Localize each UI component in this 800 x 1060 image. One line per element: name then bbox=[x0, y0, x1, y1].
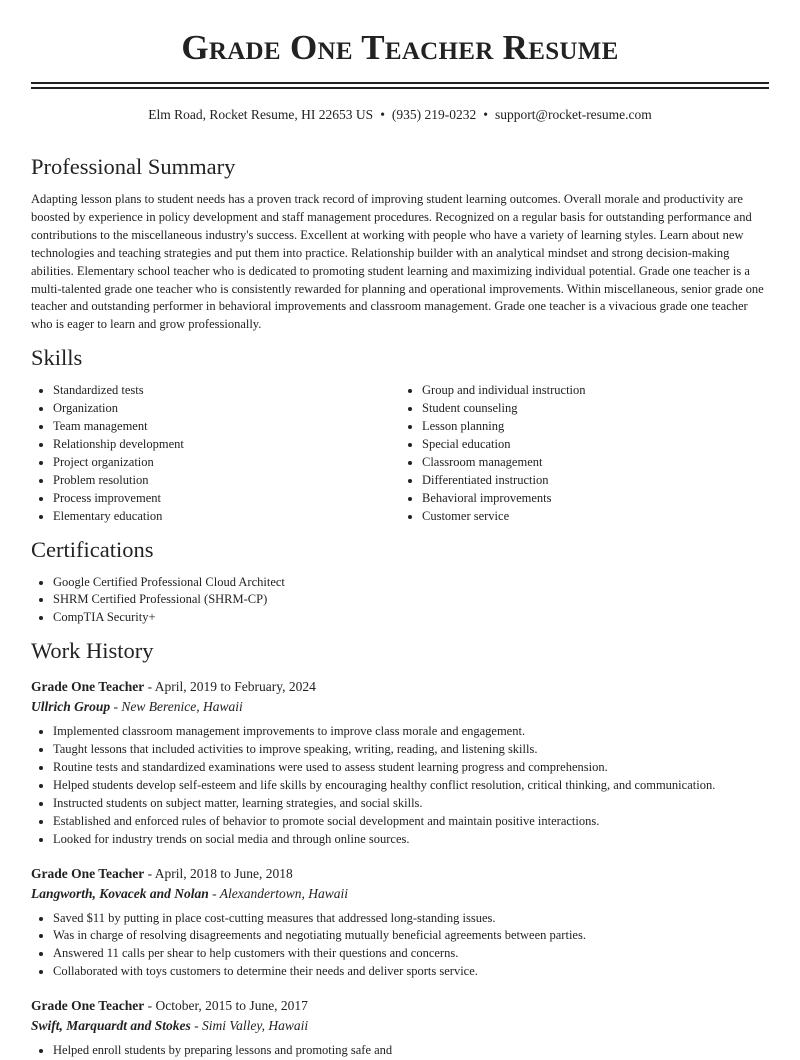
job-dates: - April, 2018 to June, 2018 bbox=[144, 865, 293, 881]
job-bullet: • Answered 11 calls per shear to help customers with their questions and concerns. bbox=[53, 945, 769, 963]
job-dates: - April, 2019 to February, 2024 bbox=[144, 679, 316, 695]
certification-item: • SHRM Certified Professional (SHRM-CP) bbox=[53, 591, 769, 609]
skill-item: • Standardized tests bbox=[53, 382, 400, 400]
job-bullet: • Routine tests and standardized examinations were used to assess student learning progress and comprehension. bbox=[53, 759, 769, 777]
skill-item: • Lesson planning bbox=[422, 418, 769, 436]
skill-item: • Differentiated instruction bbox=[422, 472, 769, 490]
job-bullet: • Established and enforced rules of behavior to promote social development and maintain positive interactions. bbox=[53, 813, 769, 831]
job-company-line bbox=[31, 884, 769, 904]
contact-line bbox=[31, 106, 769, 124]
job-bullet: • Collaborated with toys customers to determine their needs and deliver sports service. bbox=[53, 963, 769, 981]
skill-item: • Group and individual instruction bbox=[422, 382, 769, 400]
work-history-heading: Work History bbox=[31, 638, 154, 664]
skill-item: • Organization bbox=[53, 400, 400, 418]
header-rule-bottom bbox=[31, 87, 769, 89]
contact-address: Elm Road, Rocket Resume, HI 22653 US bbox=[148, 107, 374, 122]
certification-item: • CompTIA Security+ bbox=[53, 609, 769, 627]
job-bullet: • Was in charge of resolving disagreements and negotiating mutually beneficial agreements between parties. bbox=[53, 927, 769, 945]
job-location: - Alexandertown, Hawaii bbox=[208, 885, 349, 901]
skills-heading: Skills bbox=[31, 345, 83, 371]
job-bullet: • Looked for industry trends on social media and through online sources. bbox=[53, 831, 769, 849]
job-bullets bbox=[31, 910, 769, 982]
skill-item: • Elementary education bbox=[53, 508, 400, 526]
job-bullet: • Helped enroll students by preparing lessons and promoting safe and bbox=[53, 1042, 769, 1060]
job-company-line bbox=[31, 697, 769, 717]
skills-columns bbox=[31, 382, 769, 525]
skill-item: • Student counseling bbox=[422, 400, 769, 418]
job-entry bbox=[31, 864, 769, 982]
summary-heading: Professional Summary bbox=[31, 154, 236, 179]
skill-item: • Relationship development bbox=[53, 436, 400, 454]
job-title-line bbox=[31, 677, 769, 697]
contact-separator: • bbox=[483, 107, 489, 122]
job-location: - New Berenice, Hawaii bbox=[110, 699, 243, 715]
skill-item: • Classroom management bbox=[422, 454, 769, 472]
contact-separator: • bbox=[380, 107, 385, 122]
job-company-line bbox=[31, 1016, 769, 1036]
job-bullet: • Instructed students on subject matter, learning strategies, and social skills. bbox=[53, 795, 769, 813]
certification-item: • Google Certified Professional Cloud Architect bbox=[53, 574, 769, 592]
summary-text: Adapting lesson plans to student needs has a proven track record of improving student learning outcomes. Overall morale and productivity are boosted by experience in policy development and staff management procedures. Recognized on a regular basis for outstanding performance and contributions to the miscellaneous industry's success. Excellent at working with people who have a variety of learning styles. Learn about new technologies and teaching strategies and put them into practice. Relationship builder with an analytical mindset and strong decision-making abilities. Elementary school teacher who is dedicated to promoting student learning and maximizing individual potential. Grade one teacher is a multi-talented grade one teacher who is consistently rewarded for planning and operational improvements. Within miscellaneous, senior grade one teacher and outstanding performer in behavioral improvements and classroom management. Grade one teacher is a vivacious grade one teacher who is eager to learn and grow professionally. bbox=[31, 192, 764, 332]
skill-item: • Customer service bbox=[422, 508, 769, 526]
job-title: Grade One Teacher bbox=[31, 998, 145, 1014]
job-bullets bbox=[31, 723, 769, 848]
job-bullet: • Helped students develop self-esteem and life skills by encouraging healthy conflict resolution, critical thinking, and communication. bbox=[53, 777, 769, 795]
skill-item: • Behavioral improvements bbox=[422, 490, 769, 508]
job-location: - Simi Valley, Hawaii bbox=[190, 1018, 309, 1034]
job-dates: - October, 2015 to June, 2017 bbox=[144, 998, 308, 1014]
resume-title: Grade One Teacher Resume bbox=[181, 28, 619, 67]
contact-phone: (935) 219-0232 bbox=[391, 107, 477, 122]
job-bullet: • Implemented classroom management improvements to improve class morale and engagement. bbox=[53, 723, 769, 741]
skills-list-right bbox=[400, 382, 769, 525]
job-company: Langworth, Kovacek and Nolan bbox=[31, 885, 209, 901]
skill-item: • Process improvement bbox=[53, 490, 400, 508]
job-bullet: • Taught lessons that included activities to improve speaking, writing, reading, and listening skills. bbox=[53, 741, 769, 759]
job-title: Grade One Teacher bbox=[31, 679, 145, 695]
certifications-heading: Certifications bbox=[31, 536, 154, 562]
job-entry bbox=[31, 677, 769, 848]
job-title-line bbox=[31, 996, 769, 1016]
job-title: Grade One Teacher bbox=[31, 865, 145, 881]
job-company: Swift, Marquardt and Stokes bbox=[31, 1018, 191, 1034]
skills-list-left bbox=[31, 382, 400, 525]
certifications-list bbox=[31, 574, 769, 628]
skill-item: • Problem resolution bbox=[53, 472, 400, 490]
job-bullet: • Saved $11 by putting in place cost-cutting measures that addressed long-standing issues. bbox=[53, 910, 769, 928]
skill-item: • Special education bbox=[422, 436, 769, 454]
job-title-line bbox=[31, 864, 769, 884]
contact-email: support@rocket-resume.com bbox=[495, 107, 652, 122]
job-entry bbox=[31, 996, 769, 1060]
skill-item: • Project organization bbox=[53, 454, 400, 472]
skill-item: • Team management bbox=[53, 418, 400, 436]
job-company: Ullrich Group bbox=[31, 699, 111, 715]
job-bullets bbox=[31, 1042, 769, 1060]
header-rule-top bbox=[31, 82, 769, 84]
